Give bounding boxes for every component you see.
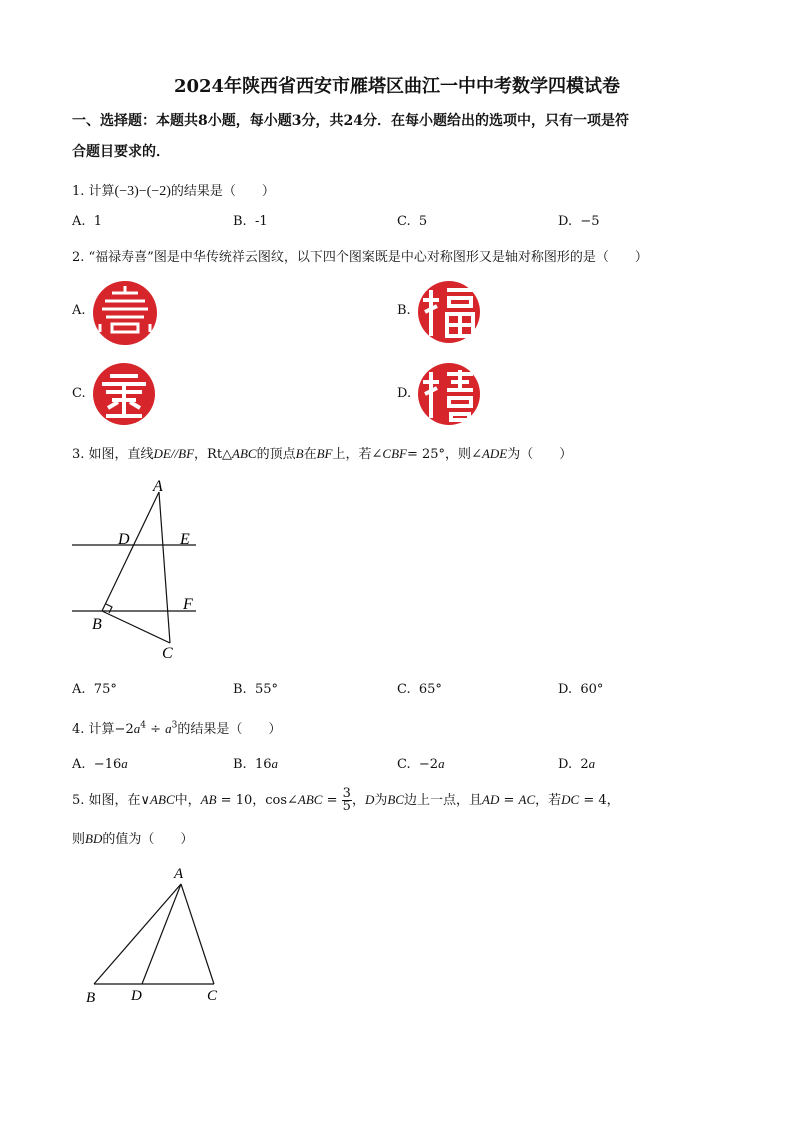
question-5-line1: 5. 如图，在∨ABC中，AB = 10，cos∠ABC = $\frac{3}{5}$ ，D为BC边上一点，且AD = AC，若DC = 4，	[72, 786, 620, 814]
label-a: A	[153, 478, 163, 495]
q2-option-d[interactable]: D.	[397, 386, 412, 401]
q2-seal-b[interactable]	[417, 280, 481, 348]
segment-ac	[181, 884, 214, 984]
q5-fraction: $\frac{3}{5}$	[342, 786, 351, 814]
label-c: C	[162, 645, 173, 662]
question-2: 2. “福禄寿喜”图是中华传统祥云图纹，以下四个图案既是中心对称图形又是轴对称图形的是（ ）	[72, 250, 648, 265]
q2-option-b[interactable]: B.	[397, 303, 411, 318]
question-1	[72, 180, 275, 200]
q2-seal-c[interactable]	[92, 362, 156, 430]
q4-option-d[interactable]: D. 2a	[558, 756, 596, 772]
segment-ab	[94, 884, 181, 984]
q2-seal-d[interactable]	[417, 362, 481, 430]
segment-ad	[142, 884, 181, 984]
segment-ac	[159, 492, 170, 643]
label-e: E	[180, 531, 190, 548]
q1-option-d[interactable]: D. −5	[558, 214, 600, 229]
q1-expression: (−3)−(−2)	[114, 184, 171, 199]
q2-option-a[interactable]: A.	[72, 303, 86, 318]
label-b: B	[92, 616, 102, 633]
question-4: 4. 计算$-2a^4 \div a^3$的结果是（ ）	[72, 720, 282, 737]
q3-option-d[interactable]: D. 60°	[558, 682, 604, 697]
label-d: D	[118, 531, 130, 548]
label-a: A	[174, 866, 184, 882]
label-b: B	[86, 990, 96, 1006]
question-3: 3. 如图，直线DE//BF，Rt△ABC的顶点B在BF上，若∠CBF= 25°，则∠ADE为（ ）	[72, 446, 573, 462]
q1-suffix: 的结果是（ ）	[170, 184, 275, 199]
q4-option-c[interactable]: C. −2a	[397, 756, 445, 772]
q1-option-a[interactable]: A. 1	[72, 214, 103, 229]
section-heading-line2: 合题目要求的．	[72, 144, 170, 160]
q4-option-a[interactable]: A. −16a	[72, 756, 128, 772]
question-5-line2: 则BD的值为（ ）	[72, 831, 194, 847]
section-heading-line1: 一、选择题：本题共8小题，每小题3分，共24分．在每小题给出的选项中，只有一项是符	[72, 113, 629, 129]
label-c: C	[207, 988, 218, 1004]
q5-figure	[80, 860, 240, 1014]
q3-figure	[66, 472, 206, 676]
page-title: 2024年陕西省西安市雁塔区曲江一中中考数学四模试卷	[173, 76, 621, 97]
label-f: F	[183, 596, 193, 613]
segment-bc	[102, 611, 170, 643]
q1-option-c[interactable]: C. 5	[397, 214, 428, 229]
q2-option-c[interactable]: C.	[72, 386, 86, 401]
q3-option-b[interactable]: B. 55°	[233, 682, 278, 697]
q1-option-b[interactable]: B. -1	[233, 214, 268, 229]
q4-option-b[interactable]: B. 16a	[233, 756, 278, 772]
right-angle-mark	[106, 604, 112, 613]
q3-option-c[interactable]: C. 65°	[397, 682, 442, 697]
label-d: D	[131, 988, 142, 1004]
segment-ab	[102, 492, 159, 611]
q3-option-a[interactable]: A. 75°	[72, 682, 117, 697]
q1-prefix: 1. 计算	[72, 184, 115, 199]
q2-seal-a[interactable]	[92, 280, 158, 350]
